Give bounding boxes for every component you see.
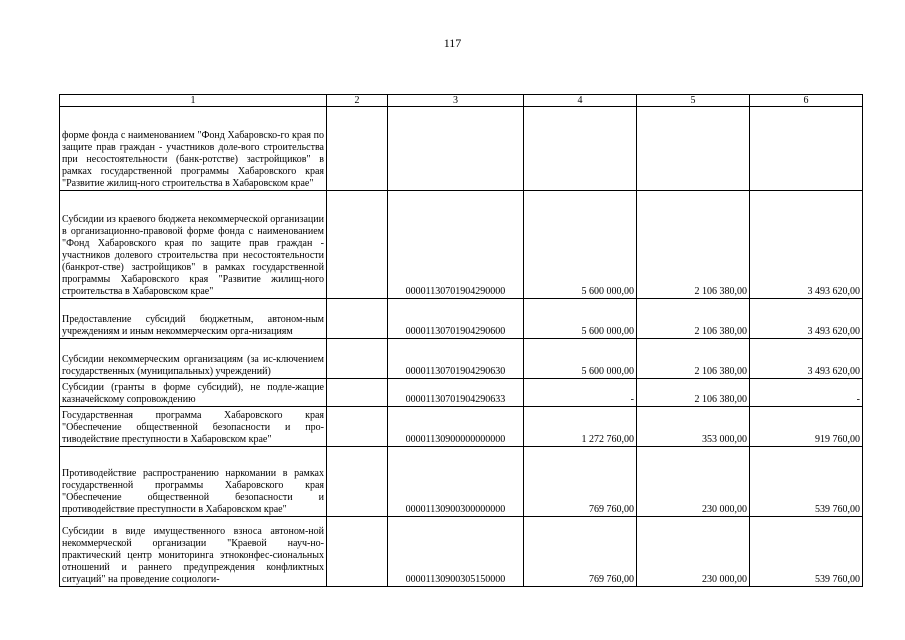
row-value-5: 230 000,00 (637, 447, 750, 517)
column-header-1: 1 (60, 95, 327, 107)
row-value-4: 5 600 000,00 (524, 299, 637, 339)
row-value-6: 3 493 620,00 (750, 191, 863, 299)
row-name: Субсидии в виде имущественного взноса автоном-ной некоммерческой организации "Краевой науч-но-практический центр мониторинга этноконфес-сиональных отношений и раннего предупреждения конфликтных ситуаций" на проведение социологи- (60, 517, 327, 587)
header-row (60, 95, 863, 107)
row-value-4: - (524, 379, 637, 407)
row-col2 (327, 447, 388, 517)
row-col2 (327, 107, 388, 191)
row-name: форме фонда с наименованием "Фонд Хабаровско-го края по защите прав граждан - участников доле-вого строительства при несостоятельности (банк-ротстве) застройщиков" в рамках государственной программы Хабаровского края "Развитие жилищ-ного строительства в Хабаровском крае" (60, 107, 327, 191)
row-col2 (327, 517, 388, 587)
row-value-6 (750, 107, 863, 191)
row-value-4: 5 600 000,00 (524, 191, 637, 299)
table-row (60, 339, 863, 379)
row-value-4: 769 760,00 (524, 447, 637, 517)
row-code: 00001130900305150000 (388, 517, 524, 587)
row-col2 (327, 407, 388, 447)
row-code: 00001130701904290630 (388, 339, 524, 379)
row-code (388, 107, 524, 191)
row-value-6: 3 493 620,00 (750, 339, 863, 379)
row-value-4: 769 760,00 (524, 517, 637, 587)
row-name: Противодействие распространению наркомании в рамках государственной программы Хабаровского края "Обеспечение общественной безопасности и противодействие преступности в Хабаровском крае" (60, 447, 327, 517)
row-name: Субсидии некоммерческим организациям (за ис-ключением государственных (муниципальных) учреждений) (60, 339, 327, 379)
row-code: 00001130900000000000 (388, 407, 524, 447)
row-value-5: 2 106 380,00 (637, 299, 750, 339)
table-row (60, 517, 863, 587)
row-col2 (327, 339, 388, 379)
row-name: Субсидии (гранты в форме субсидий), не подле-жащие казначейскому сопровождению (60, 379, 327, 407)
row-value-4 (524, 107, 637, 191)
row-value-5 (637, 107, 750, 191)
row-value-5: 2 106 380,00 (637, 339, 750, 379)
row-code: 00001130701904290633 (388, 379, 524, 407)
budget-table (59, 94, 863, 587)
row-value-5: 353 000,00 (637, 407, 750, 447)
table-row (60, 447, 863, 517)
column-header-2: 2 (327, 95, 388, 107)
row-value-6: 3 493 620,00 (750, 299, 863, 339)
table-row (60, 407, 863, 447)
row-code: 00001130701904290600 (388, 299, 524, 339)
row-code: 00001130701904290000 (388, 191, 524, 299)
row-value-6: 539 760,00 (750, 447, 863, 517)
column-header-4: 4 (524, 95, 637, 107)
row-value-5: 230 000,00 (637, 517, 750, 587)
row-code: 00001130900300000000 (388, 447, 524, 517)
row-value-5: 2 106 380,00 (637, 379, 750, 407)
row-value-4: 1 272 760,00 (524, 407, 637, 447)
column-header-5: 5 (637, 95, 750, 107)
row-col2 (327, 191, 388, 299)
table-row (60, 107, 863, 191)
row-col2 (327, 379, 388, 407)
table-row (60, 191, 863, 299)
row-name: Субсидии из краевого бюджета некоммерческой организации в организационно-правовой форме фонда с наименованием "Фонд Хабаровского края по защите прав граждан - участников долевого строительства при несостоятельности (банкрот-стве) застройщиков" в рамках государственной программы Хабаровского края "Развитие жилищ-ного строительства в Хабаровском крае" (60, 191, 327, 299)
column-header-6: 6 (750, 95, 863, 107)
row-value-6: 919 760,00 (750, 407, 863, 447)
row-value-4: 5 600 000,00 (524, 339, 637, 379)
row-value-6: - (750, 379, 863, 407)
row-name: Предоставление субсидий бюджетным, автоном-ным учреждениям и иным некоммерческим орга-низациям (60, 299, 327, 339)
row-name: Государственная программа Хабаровского края "Обеспечение общественной безопасности и про-тиводействие преступности в Хабаровском крае" (60, 407, 327, 447)
row-col2 (327, 299, 388, 339)
column-header-3: 3 (388, 95, 524, 107)
page-number: 117 (443, 36, 462, 50)
row-value-5: 2 106 380,00 (637, 191, 750, 299)
table-row (60, 379, 863, 407)
table-row (60, 299, 863, 339)
row-value-6: 539 760,00 (750, 517, 863, 587)
